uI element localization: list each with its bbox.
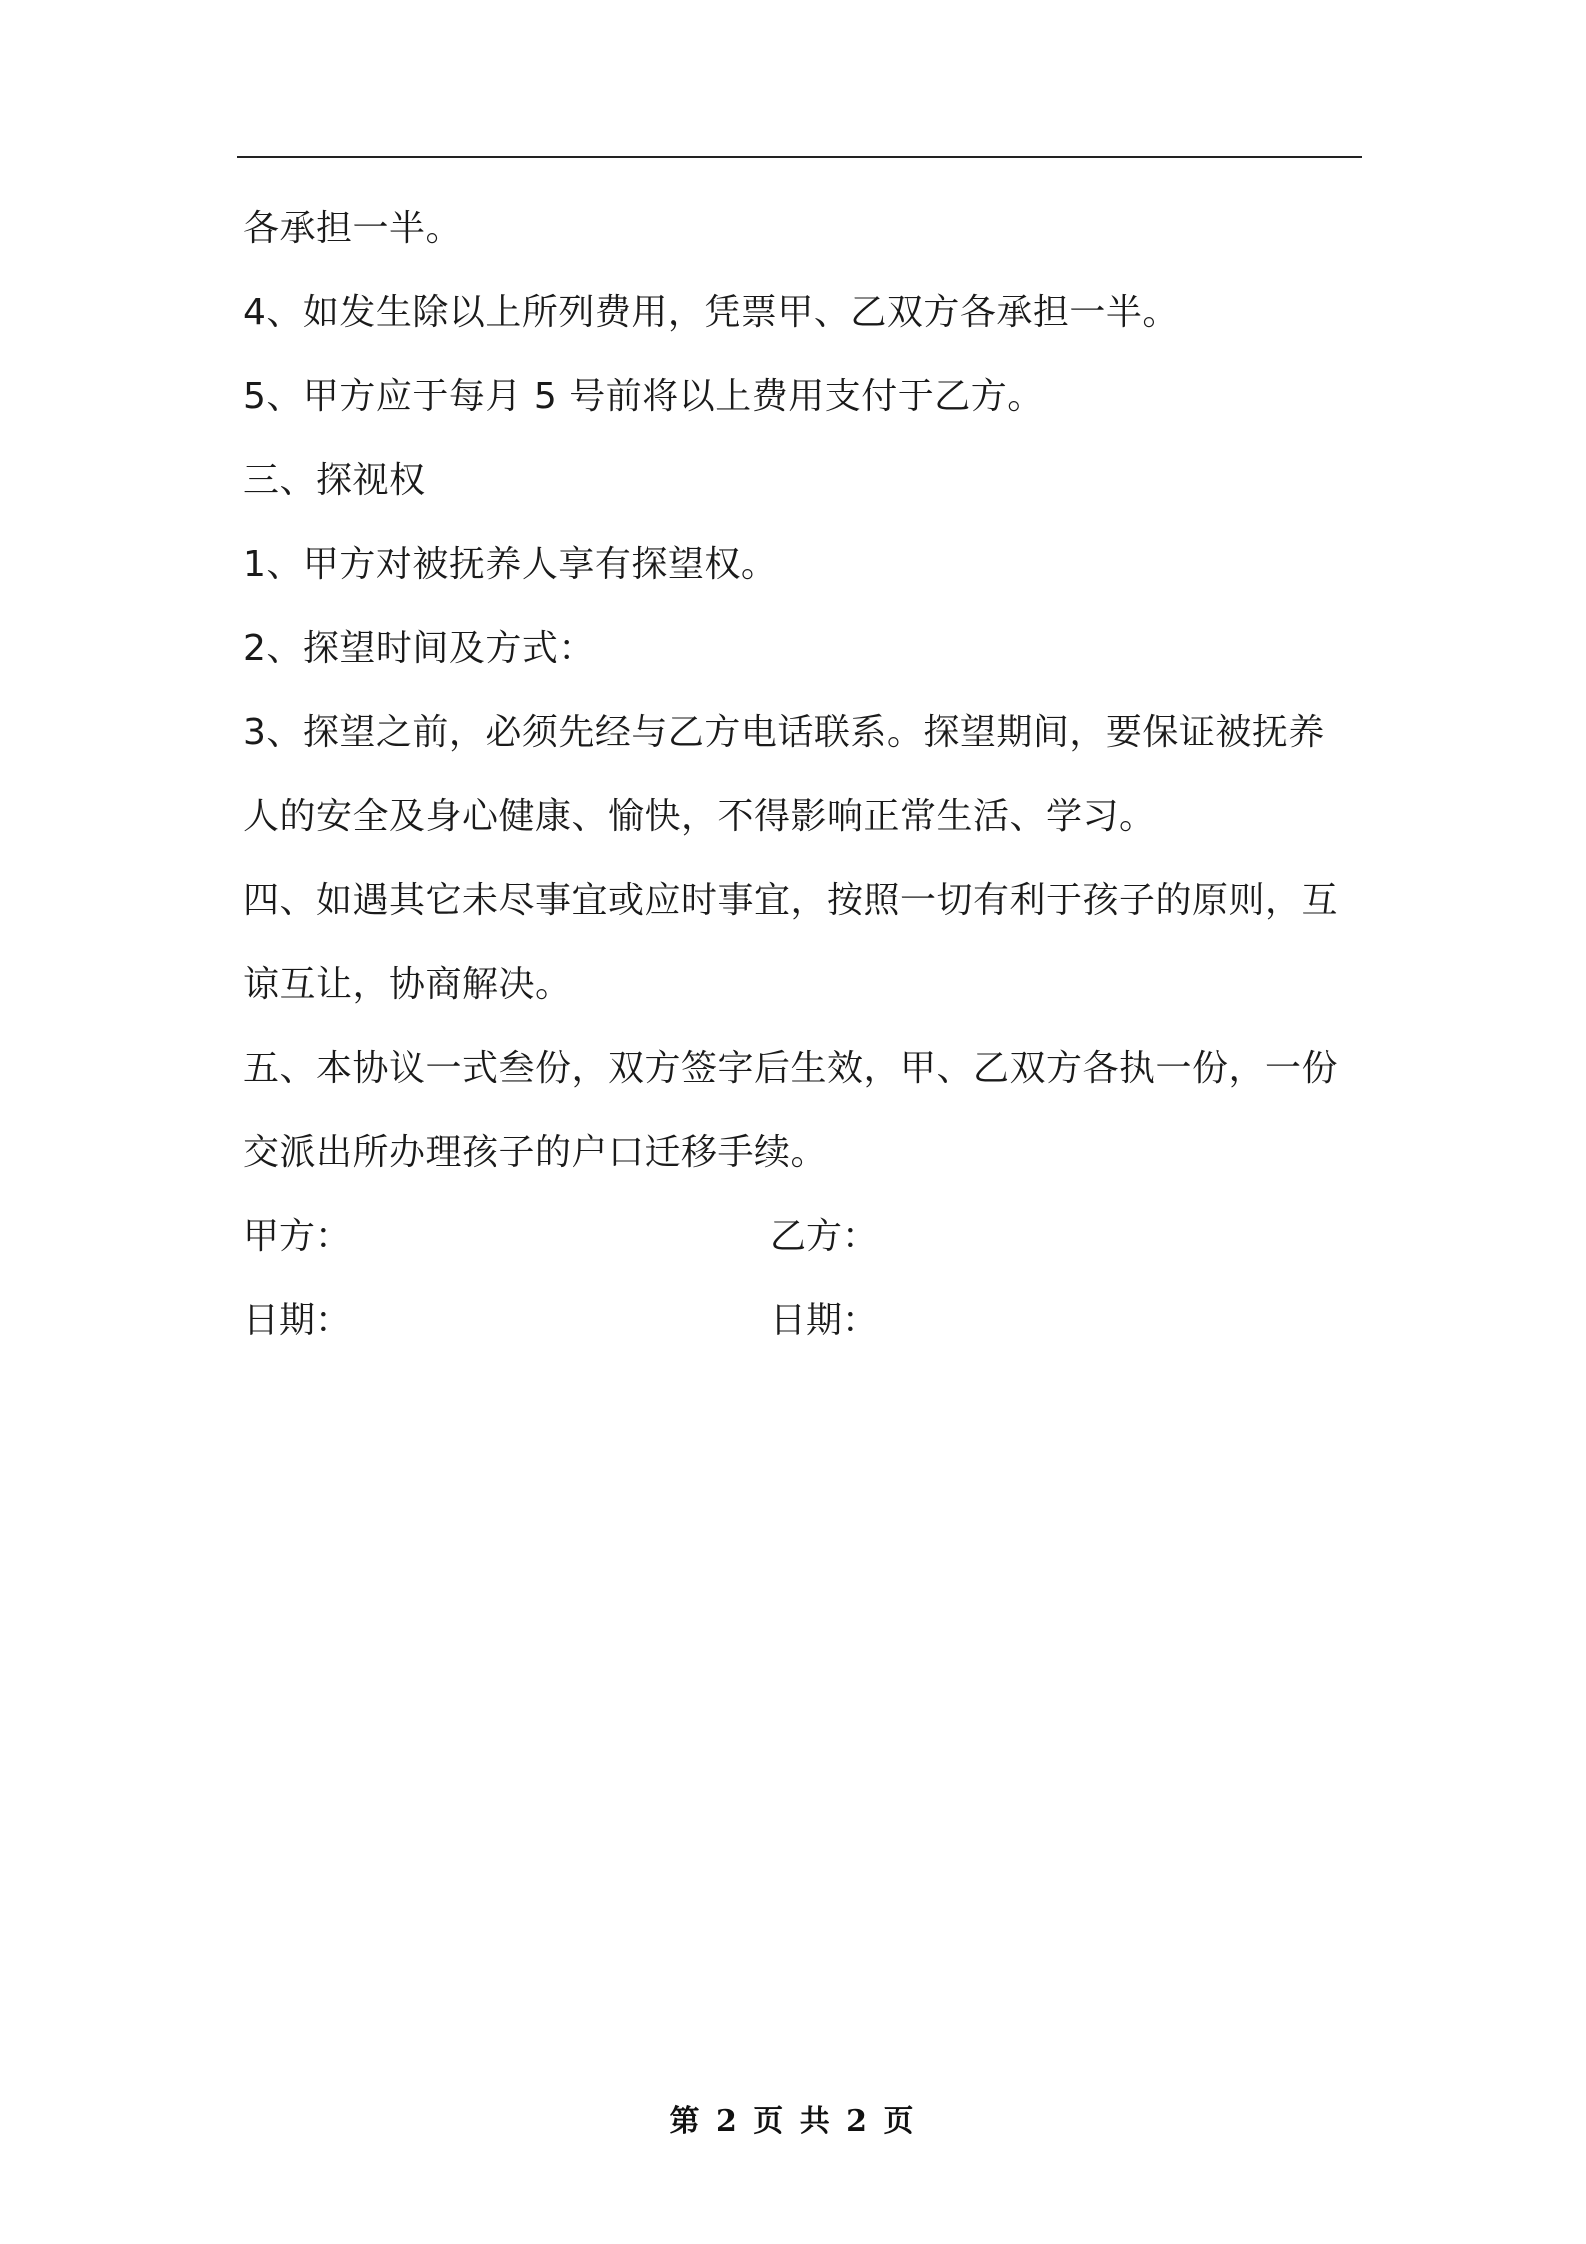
paragraph-line: 谅互让，协商解决。 [243, 964, 572, 1005]
document-body [243, 196, 1363, 1372]
date-row [243, 1288, 1363, 1372]
section-heading-visitation: 三、探视权 [243, 460, 426, 501]
party-a-date-label: 日期： [243, 1300, 352, 1341]
paragraph-line: 人的安全及身心健康、愉快，不得影响正常生活、学习。 [243, 796, 1156, 837]
signature-row [243, 1204, 1363, 1288]
paragraph-line: 五、本协议一式叁份，双方签字后生效，甲、乙双方各执一份，一份 [243, 1048, 1339, 1089]
paragraph-line: 3、探望之前，必须先经与乙方电话联系。探望期间，要保证被抚养 [243, 712, 1325, 753]
page-number-footer: 第 2 页 共 2 页 [669, 2104, 917, 2139]
paragraph-line: 1、甲方对被抚养人享有探望权。 [243, 544, 778, 585]
paragraph-line: 四、如遇其它未尽事宜或应时事宜，按照一切有利于孩子的原则，互 [243, 880, 1339, 921]
paragraph-line: 5、甲方应于每月 5 号前将以上费用支付于乙方。 [243, 376, 1044, 417]
paragraph-line: 4、如发生除以上所列费用，凭票甲、乙双方各承担一半。 [243, 292, 1179, 333]
paragraph-line: 各承担一半。 [243, 208, 463, 249]
party-b-signature-label: 乙方： [770, 1216, 879, 1257]
header-divider [237, 156, 1362, 158]
paragraph-line: 交派出所办理孩子的户口迁移手续。 [243, 1132, 828, 1173]
paragraph-line: 2、探望时间及方式： [243, 628, 595, 669]
party-a-signature-label: 甲方： [243, 1216, 352, 1257]
party-b-date-label: 日期： [770, 1300, 879, 1341]
